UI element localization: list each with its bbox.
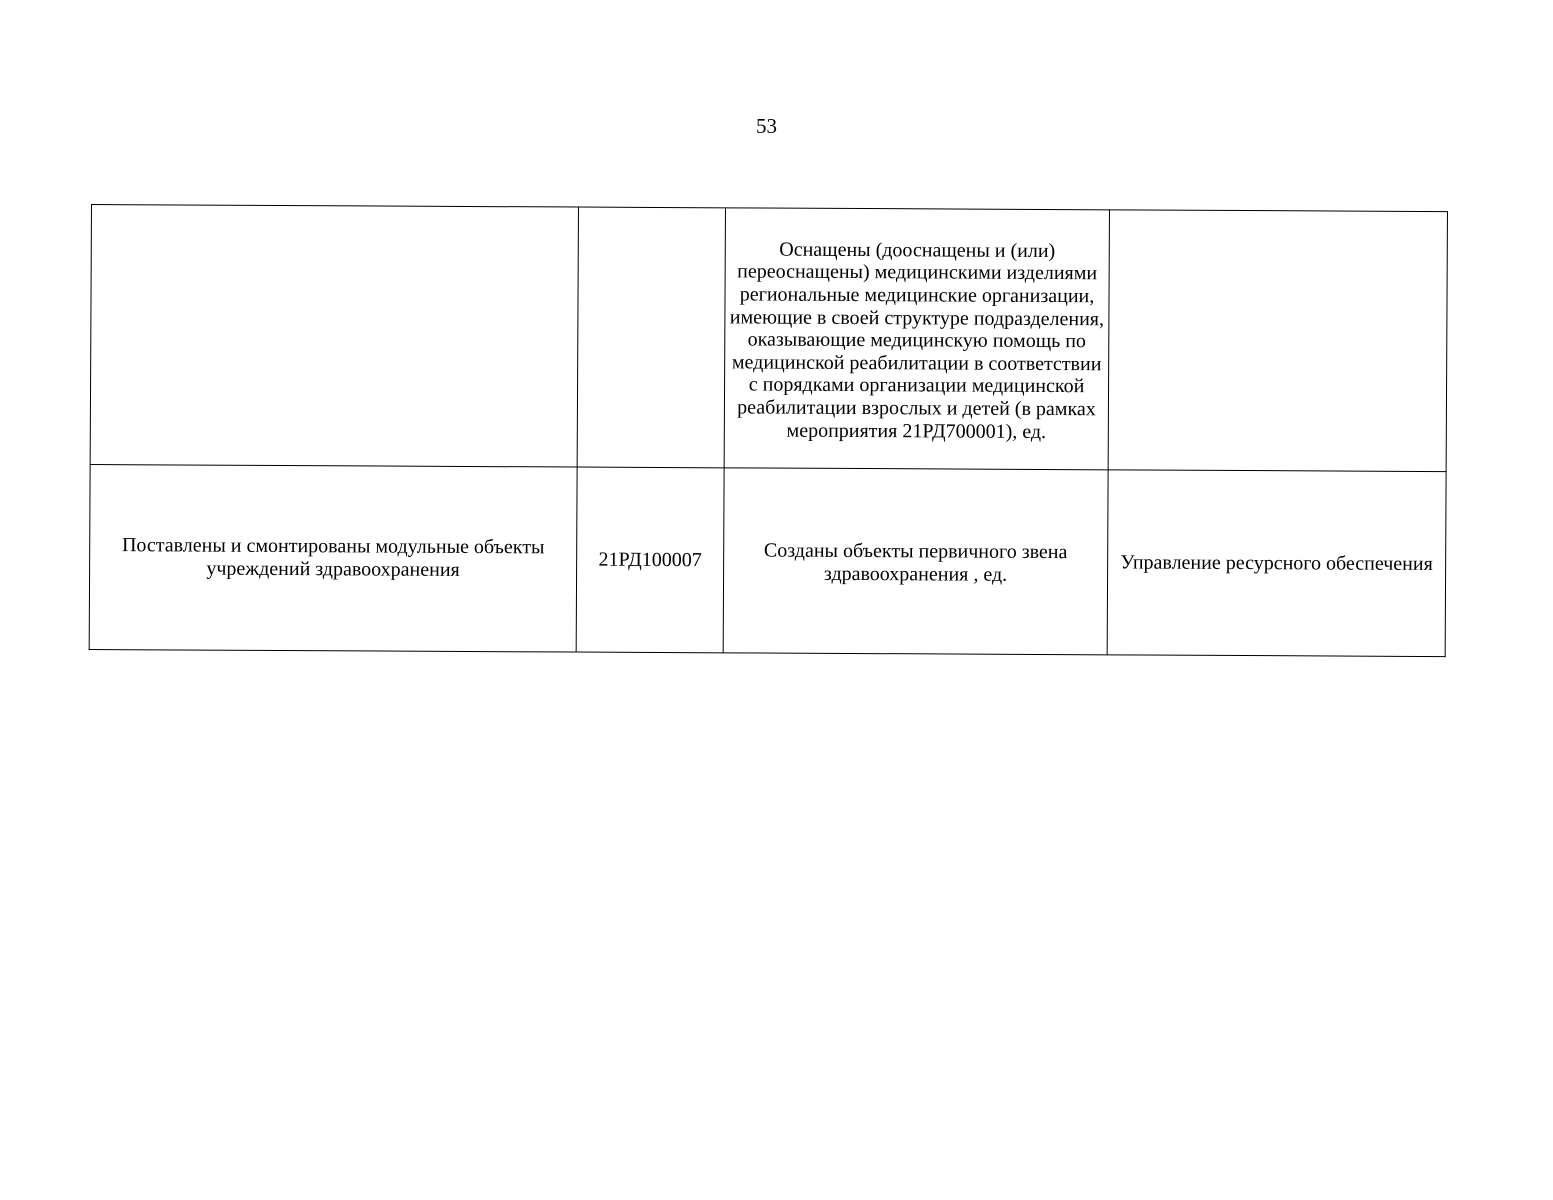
responsible-text: Управление ресурсного обеспечения: [1120, 551, 1433, 575]
table-row: [89, 464, 1446, 656]
results-table: [89, 204, 1448, 657]
code-text: 21РД100007: [598, 548, 702, 571]
indicator-text: Созданы объекты первичного звена здравоохранения , ед.: [763, 539, 1068, 586]
responsible-cell: [1107, 470, 1446, 657]
page-number: 53: [756, 114, 777, 138]
result-text: Поставлены и смонтированы модульные объекты учреждений здравоохранения: [121, 534, 545, 581]
code-text: [580, 337, 722, 338]
indicator-cell: [723, 468, 1108, 655]
result-cell: [89, 464, 577, 652]
result-text: [93, 335, 575, 338]
indicator-text: Оснащены (дооснащены и (или) переоснащены) медицинскими изделиями региональные медицинские организации, имеющие в своей структуре подразделения, оказывающие медицинскую помощь по медицинской реабилитации в соответствии с порядками организации медицинской реабилитации взрослых и детей (в рамках мероприятия 21РД700001), ед.: [729, 238, 1105, 443]
code-cell: [577, 207, 725, 468]
responsible-cell: [1108, 210, 1447, 472]
result-cell: [90, 205, 578, 468]
code-cell: [576, 467, 724, 653]
table-row: [90, 205, 1447, 472]
indicator-cell: [724, 208, 1109, 470]
responsible-text: [1111, 340, 1444, 342]
